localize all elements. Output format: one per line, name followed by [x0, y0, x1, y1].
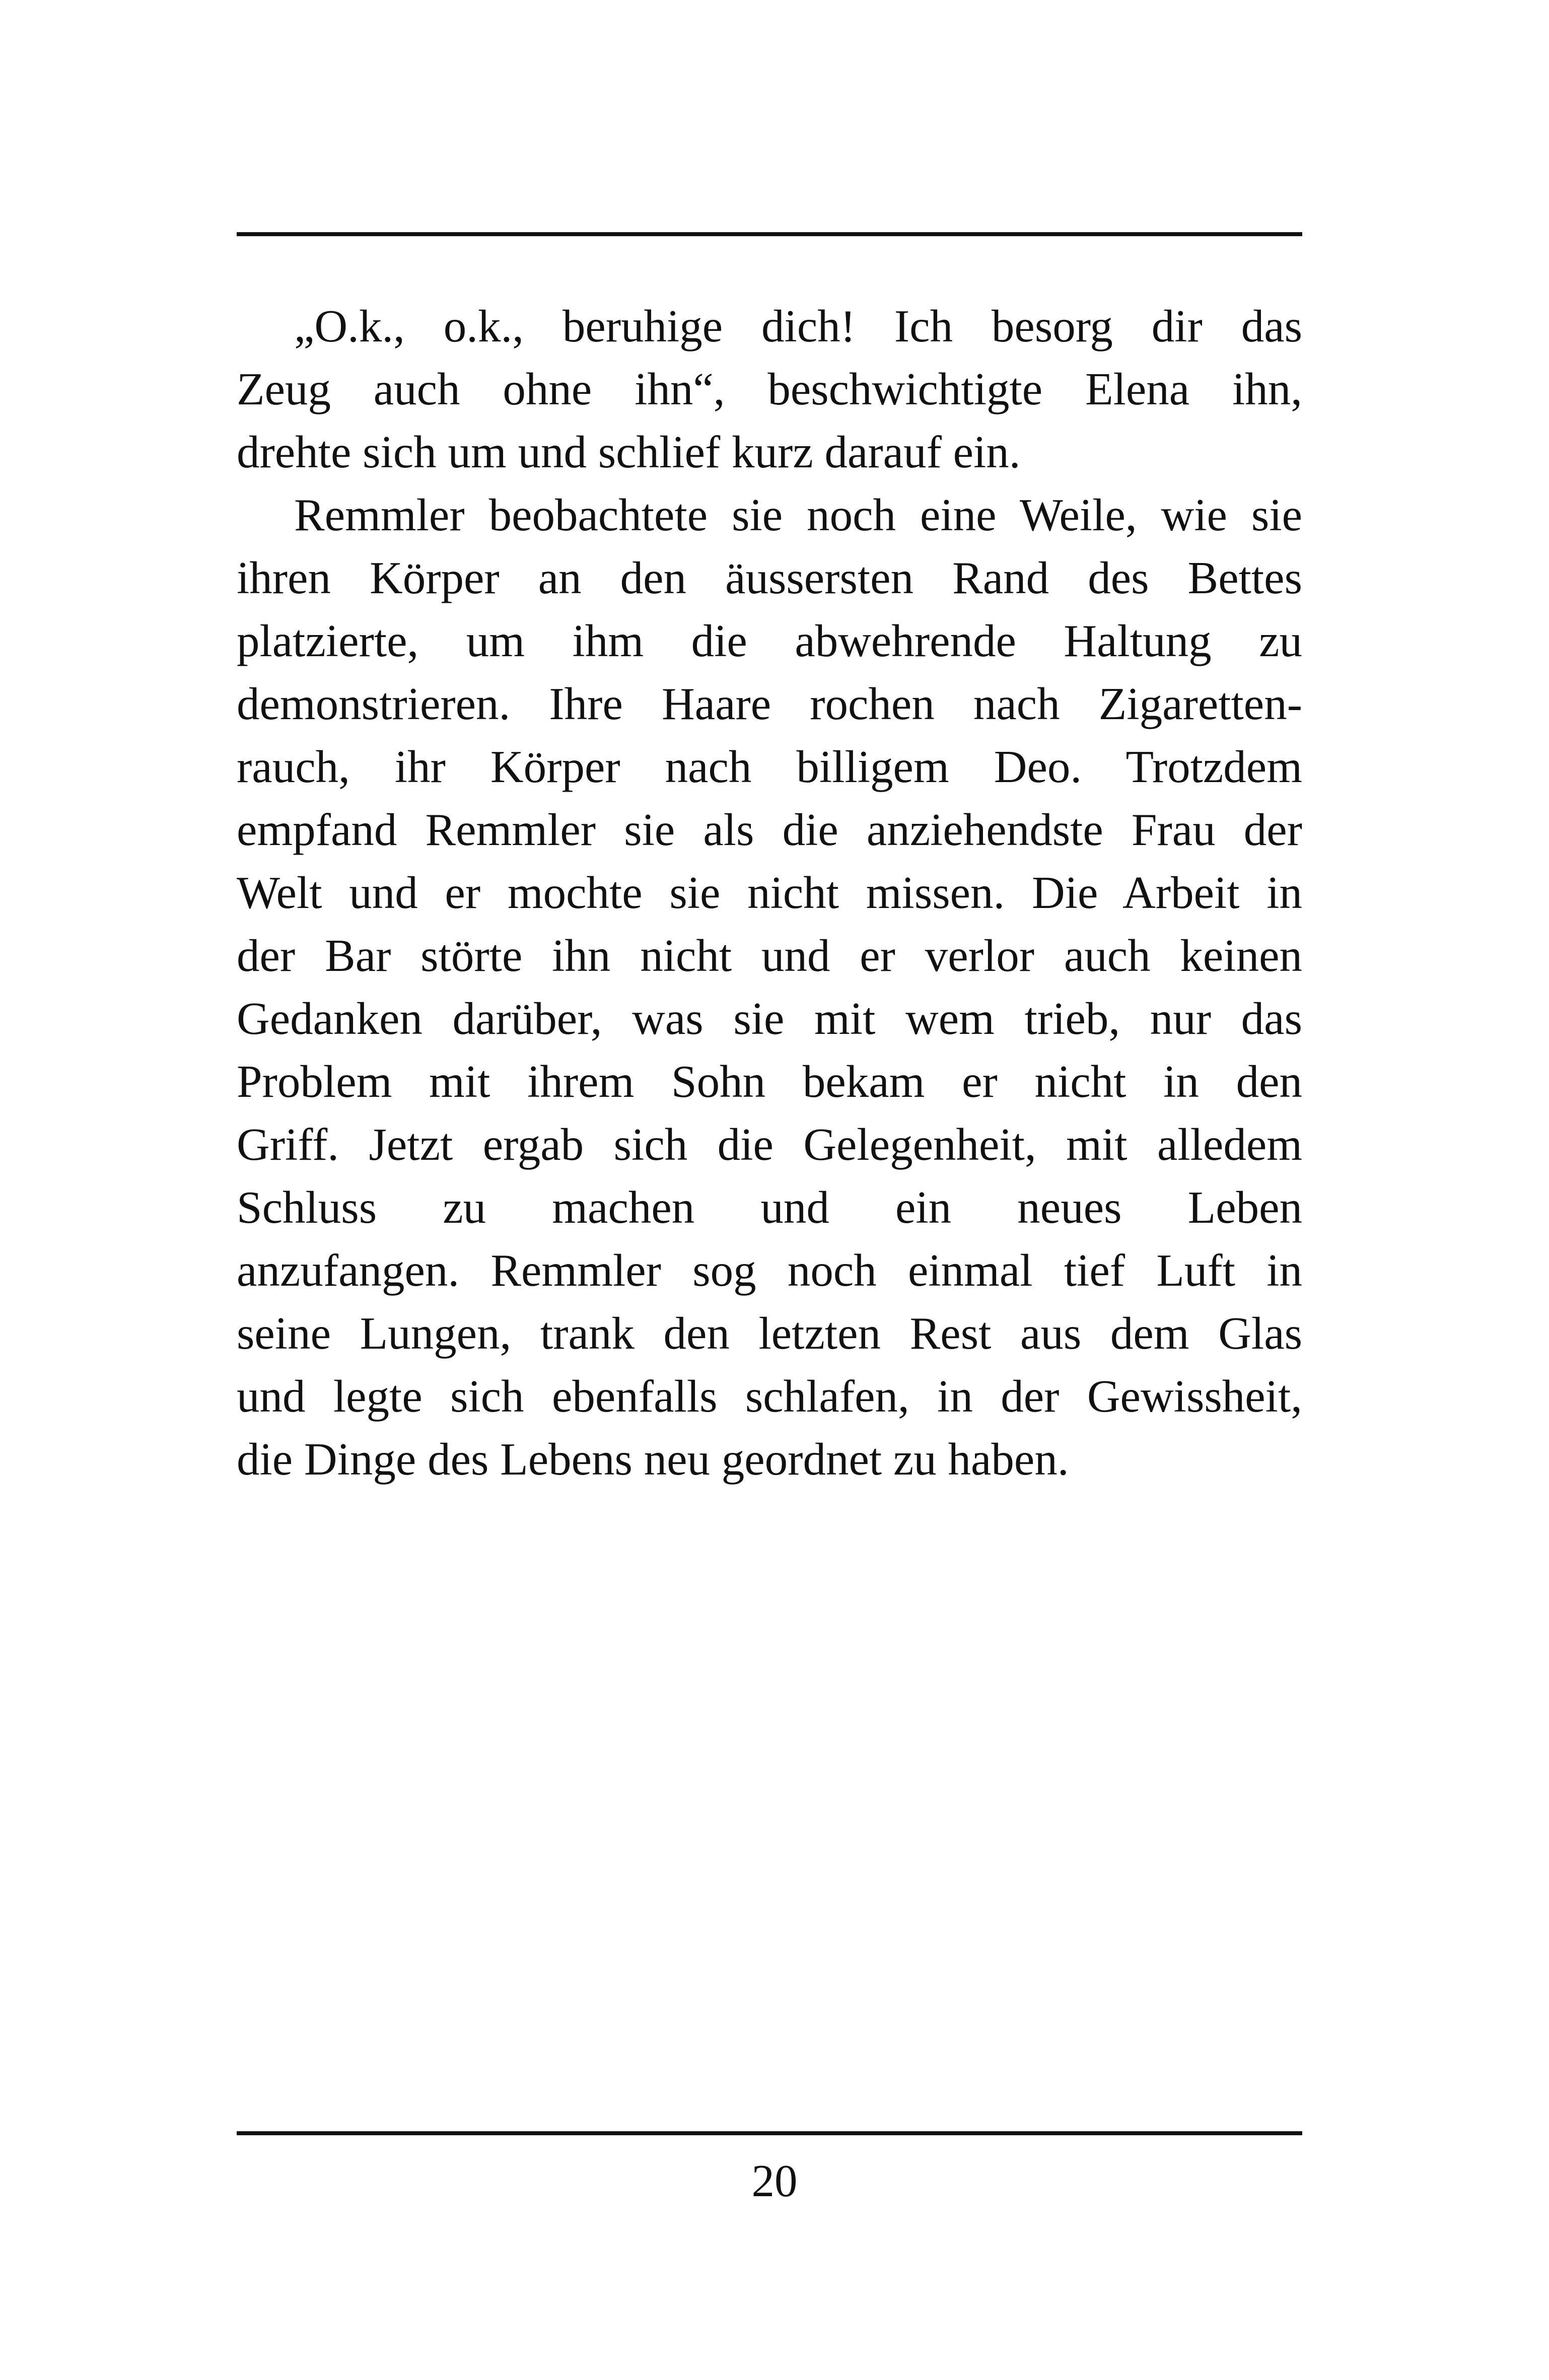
paragraph-2-line-3: platzierte, um ihm die abwehrende Haltung zu: [237, 615, 1302, 666]
paragraph-2-line-6: empfand Remmler sie als die anziehendste Frau der: [237, 804, 1302, 855]
paragraph-2-line-11: Griff. Jetzt ergab sich die Gelegenheit, mit alledem: [237, 1119, 1302, 1170]
paragraph-2-line-14: seine Lungen, trank den letzten Rest aus dem Glas: [237, 1308, 1302, 1359]
paragraph-1-line-1: „O.k., o.k., beruhige dich! Ich besorg dir das: [294, 301, 1302, 352]
paragraph-1-line-3: drehte sich um und schlief kurz darauf ein.: [237, 427, 1021, 477]
header-rule: [237, 232, 1302, 236]
paragraph-2-line-1: Remmler beobachtete sie noch eine Weile, wie sie: [294, 489, 1302, 540]
paragraph-2-line-9: Gedanken darüber, was sie mit wem trieb, nur das: [237, 993, 1302, 1044]
paragraph-2-line-5: rauch, ihr Körper nach billigem Deo. Trotzdem: [237, 741, 1302, 792]
paragraph-2-line-12: Schluss zu machen und ein neues Leben: [237, 1182, 1302, 1233]
paragraph-1-line-2: Zeug auch ohne ihn“, beschwichtigte Elena ihn,: [237, 364, 1302, 414]
paragraph-2-line-10: Problem mit ihrem Sohn bekam er nicht in den: [237, 1056, 1302, 1107]
paragraph-2-line-15: und legte sich ebenfalls schlafen, in der Gewissheit,: [237, 1371, 1302, 1422]
paragraph-2-line-7: Welt und er mochte sie nicht missen. Die Arbeit in: [237, 867, 1302, 918]
paragraph-2-line-16: die Dinge des Lebens neu geordnet zu haben.: [237, 1434, 1069, 1485]
body-text: [237, 295, 1302, 1491]
paragraph-2-line-4: demonstrieren. Ihre Haare rochen nach Zigaretten-: [237, 678, 1302, 729]
paragraph-2-line-2: ihren Körper an den äussersten Rand des Bettes: [237, 552, 1302, 603]
footer-rule: [237, 2131, 1302, 2135]
paragraph-2-line-13: anzufangen. Remmler sog noch einmal tief Luft in: [237, 1245, 1302, 1296]
page-number: 20: [751, 2155, 798, 2206]
paragraph-2-line-8: der Bar störte ihn nicht und er verlor auch keinen: [237, 930, 1302, 981]
